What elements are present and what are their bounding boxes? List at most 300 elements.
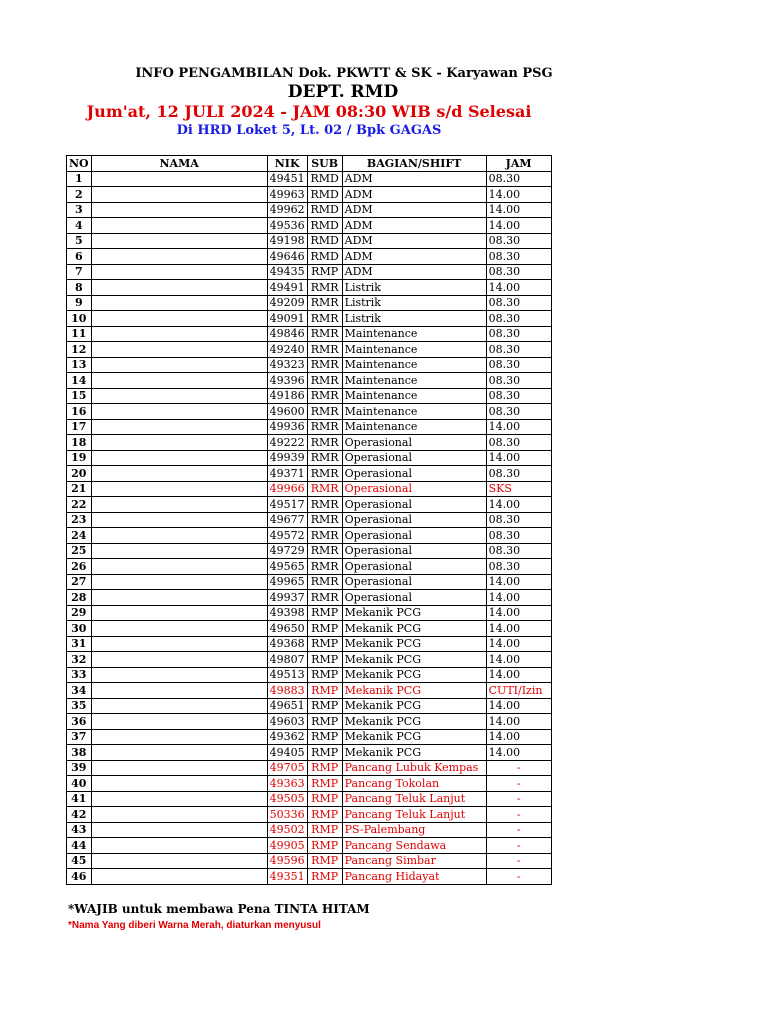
cell-nama xyxy=(91,233,267,249)
cell-nama xyxy=(91,404,267,420)
cell-bagian: ADM xyxy=(342,218,486,234)
cell-nama xyxy=(91,791,267,807)
table-row xyxy=(67,202,552,218)
cell-nik: 49966 xyxy=(267,481,307,497)
cell-no: 16 xyxy=(67,404,92,420)
cell-nik: 50336 xyxy=(267,807,307,823)
cell-no: 42 xyxy=(67,807,92,823)
cell-bagian: Listrik xyxy=(342,295,486,311)
table-row xyxy=(67,574,552,590)
cell-nik: 49650 xyxy=(267,621,307,637)
cell-nama xyxy=(91,450,267,466)
cell-bagian: Operasional xyxy=(342,435,486,451)
cell-sub: RMD xyxy=(307,218,342,234)
cell-nama xyxy=(91,667,267,683)
cell-jam: 14.00 xyxy=(486,450,551,466)
table-row xyxy=(67,791,552,807)
cell-nik: 49705 xyxy=(267,760,307,776)
cell-nama xyxy=(91,295,267,311)
cell-jam: 08.30 xyxy=(486,249,551,265)
table-row xyxy=(67,683,552,699)
table-row xyxy=(67,218,552,234)
cell-jam: - xyxy=(486,791,551,807)
col-header-nik: NIK xyxy=(267,156,307,172)
cell-bagian: Mekanik PCG xyxy=(342,667,486,683)
cell-no: 34 xyxy=(67,683,92,699)
table-header-row xyxy=(67,156,552,172)
cell-jam: 08.30 xyxy=(486,543,551,559)
cell-nik: 49936 xyxy=(267,419,307,435)
cell-jam: - xyxy=(486,807,551,823)
cell-sub: RMD xyxy=(307,202,342,218)
cell-jam: - xyxy=(486,760,551,776)
cell-nik: 49362 xyxy=(267,729,307,745)
cell-nama xyxy=(91,435,267,451)
cell-bagian: Operasional xyxy=(342,528,486,544)
table-row xyxy=(67,543,552,559)
cell-bagian: Operasional xyxy=(342,497,486,513)
cell-bagian: Pancang Lubuk Kempas xyxy=(342,760,486,776)
cell-sub: RMP xyxy=(307,838,342,854)
cell-jam: 08.30 xyxy=(486,342,551,358)
cell-sub: RMP xyxy=(307,760,342,776)
cell-nama xyxy=(91,202,267,218)
cell-no: 23 xyxy=(67,512,92,528)
cell-nik: 49905 xyxy=(267,838,307,854)
cell-nama xyxy=(91,528,267,544)
cell-bagian: Maintenance xyxy=(342,326,486,342)
cell-jam: 14.00 xyxy=(486,419,551,435)
cell-no: 35 xyxy=(67,698,92,714)
cell-nama xyxy=(91,280,267,296)
cell-sub: RMD xyxy=(307,187,342,203)
cell-bagian: ADM xyxy=(342,187,486,203)
cell-sub: RMD xyxy=(307,249,342,265)
cell-jam: 14.00 xyxy=(486,667,551,683)
cell-jam: 14.00 xyxy=(486,574,551,590)
cell-sub: RMR xyxy=(307,590,342,606)
cell-nik: 49651 xyxy=(267,698,307,714)
cell-no: 20 xyxy=(67,466,92,482)
cell-bagian: Pancang Teluk Lanjut xyxy=(342,807,486,823)
cell-sub: RMP xyxy=(307,621,342,637)
cell-no: 37 xyxy=(67,729,92,745)
cell-bagian: Operasional xyxy=(342,466,486,482)
table-row xyxy=(67,171,552,187)
cell-bagian: Mekanik PCG xyxy=(342,714,486,730)
cell-nama xyxy=(91,559,267,575)
cell-sub: RMR xyxy=(307,497,342,513)
cell-nik: 49603 xyxy=(267,714,307,730)
cell-jam: 14.00 xyxy=(486,218,551,234)
cell-nik: 49646 xyxy=(267,249,307,265)
cell-nik: 49517 xyxy=(267,497,307,513)
table-row xyxy=(67,714,552,730)
table-row xyxy=(67,621,552,637)
cell-sub: RMR xyxy=(307,574,342,590)
cell-nama xyxy=(91,683,267,699)
cell-bagian: Pancang Teluk Lanjut xyxy=(342,791,486,807)
cell-nik: 49323 xyxy=(267,357,307,373)
cell-sub: RMR xyxy=(307,280,342,296)
cell-nik: 49883 xyxy=(267,683,307,699)
table-row xyxy=(67,233,552,249)
cell-jam: 08.30 xyxy=(486,171,551,187)
cell-no: 40 xyxy=(67,776,92,792)
cell-nama xyxy=(91,652,267,668)
cell-sub: RMR xyxy=(307,559,342,575)
cell-bagian: Mekanik PCG xyxy=(342,683,486,699)
cell-nama xyxy=(91,729,267,745)
cell-nama xyxy=(91,218,267,234)
cell-bagian: Pancang Simbar xyxy=(342,853,486,869)
cell-sub: RMR xyxy=(307,466,342,482)
cell-nik: 49451 xyxy=(267,171,307,187)
table-row xyxy=(67,295,552,311)
table-row xyxy=(67,822,552,838)
cell-nama xyxy=(91,187,267,203)
cell-jam: - xyxy=(486,776,551,792)
cell-sub: RMR xyxy=(307,450,342,466)
cell-nama xyxy=(91,264,267,280)
table-row xyxy=(67,481,552,497)
cell-sub: RMP xyxy=(307,605,342,621)
cell-bagian: Listrik xyxy=(342,280,486,296)
cell-nama xyxy=(91,357,267,373)
col-header-bagian: BAGIAN/SHIFT xyxy=(342,156,486,172)
note-red-names: *Nama Yang diberi Warna Merah, diaturkan menyusul xyxy=(68,920,321,931)
table-row xyxy=(67,342,552,358)
table-row xyxy=(67,745,552,761)
cell-jam: - xyxy=(486,838,551,854)
cell-sub: RMR xyxy=(307,543,342,559)
cell-nik: 49962 xyxy=(267,202,307,218)
cell-jam: 08.30 xyxy=(486,528,551,544)
cell-nama xyxy=(91,311,267,327)
cell-nama xyxy=(91,419,267,435)
cell-sub: RMD xyxy=(307,171,342,187)
cell-nik: 49572 xyxy=(267,528,307,544)
cell-nik: 49600 xyxy=(267,404,307,420)
cell-bagian: Mekanik PCG xyxy=(342,652,486,668)
table-row xyxy=(67,776,552,792)
cell-nama xyxy=(91,171,267,187)
table-row xyxy=(67,357,552,373)
cell-no: 12 xyxy=(67,342,92,358)
cell-sub: RMR xyxy=(307,435,342,451)
cell-bagian: Pancang Sendawa xyxy=(342,838,486,854)
table-row xyxy=(67,512,552,528)
cell-no: 29 xyxy=(67,605,92,621)
cell-nik: 49398 xyxy=(267,605,307,621)
cell-jam: 08.30 xyxy=(486,264,551,280)
cell-jam: 08.30 xyxy=(486,404,551,420)
cell-nik: 49965 xyxy=(267,574,307,590)
cell-nama xyxy=(91,807,267,823)
cell-jam: - xyxy=(486,822,551,838)
cell-bagian: Operasional xyxy=(342,559,486,575)
cell-nik: 49240 xyxy=(267,342,307,358)
cell-sub: RMR xyxy=(307,404,342,420)
cell-no: 2 xyxy=(67,187,92,203)
table-row xyxy=(67,264,552,280)
cell-sub: RMP xyxy=(307,822,342,838)
cell-jam: CUTI/Izin xyxy=(486,683,551,699)
cell-no: 33 xyxy=(67,667,92,683)
cell-no: 7 xyxy=(67,264,92,280)
cell-jam: 08.30 xyxy=(486,233,551,249)
cell-nama xyxy=(91,621,267,637)
cell-bagian: Operasional xyxy=(342,590,486,606)
cell-nama xyxy=(91,373,267,389)
cell-bagian: Mekanik PCG xyxy=(342,729,486,745)
cell-no: 30 xyxy=(67,621,92,637)
cell-jam: SKS xyxy=(486,481,551,497)
cell-nik: 49371 xyxy=(267,466,307,482)
cell-no: 6 xyxy=(67,249,92,265)
table-row xyxy=(67,729,552,745)
cell-bagian: Operasional xyxy=(342,574,486,590)
cell-nik: 49363 xyxy=(267,776,307,792)
cell-sub: RMP xyxy=(307,869,342,885)
cell-sub: RMP xyxy=(307,791,342,807)
cell-nik: 49502 xyxy=(267,822,307,838)
cell-sub: RMP xyxy=(307,698,342,714)
table-row xyxy=(67,636,552,652)
cell-no: 9 xyxy=(67,295,92,311)
cell-no: 8 xyxy=(67,280,92,296)
cell-bagian: Operasional xyxy=(342,512,486,528)
cell-jam: - xyxy=(486,869,551,885)
table-row xyxy=(67,590,552,606)
cell-no: 25 xyxy=(67,543,92,559)
cell-no: 21 xyxy=(67,481,92,497)
cell-bagian: ADM xyxy=(342,202,486,218)
cell-nik: 49435 xyxy=(267,264,307,280)
cell-nama xyxy=(91,249,267,265)
table-row xyxy=(67,249,552,265)
table-row xyxy=(67,667,552,683)
cell-nik: 49807 xyxy=(267,652,307,668)
cell-nama xyxy=(91,853,267,869)
cell-sub: RMP xyxy=(307,776,342,792)
cell-jam: 14.00 xyxy=(486,605,551,621)
cell-jam: 14.00 xyxy=(486,745,551,761)
cell-no: 31 xyxy=(67,636,92,652)
cell-nama xyxy=(91,590,267,606)
cell-bagian: Mekanik PCG xyxy=(342,605,486,621)
cell-nama xyxy=(91,342,267,358)
cell-nama xyxy=(91,466,267,482)
cell-sub: RMP xyxy=(307,729,342,745)
cell-sub: RMP xyxy=(307,667,342,683)
note-black-pen: *WAJIB untuk membawa Pena TINTA HITAM xyxy=(68,902,370,916)
cell-no: 46 xyxy=(67,869,92,885)
cell-sub: RMR xyxy=(307,512,342,528)
cell-nik: 49396 xyxy=(267,373,307,389)
cell-jam: 08.30 xyxy=(486,435,551,451)
cell-jam: 14.00 xyxy=(486,698,551,714)
cell-no: 32 xyxy=(67,652,92,668)
cell-no: 41 xyxy=(67,791,92,807)
table-row xyxy=(67,419,552,435)
cell-nama xyxy=(91,512,267,528)
table-row xyxy=(67,605,552,621)
cell-sub: RMP xyxy=(307,853,342,869)
cell-nik: 49491 xyxy=(267,280,307,296)
table-row xyxy=(67,698,552,714)
cell-nama xyxy=(91,388,267,404)
cell-nik: 49565 xyxy=(267,559,307,575)
cell-sub: RMR xyxy=(307,388,342,404)
cell-nama xyxy=(91,574,267,590)
cell-bagian: ADM xyxy=(342,233,486,249)
cell-no: 18 xyxy=(67,435,92,451)
cell-no: 14 xyxy=(67,373,92,389)
cell-jam: 08.30 xyxy=(486,512,551,528)
cell-no: 43 xyxy=(67,822,92,838)
cell-sub: RMR xyxy=(307,419,342,435)
cell-no: 26 xyxy=(67,559,92,575)
cell-jam: 08.30 xyxy=(486,559,551,575)
location-info: Di HRD Loket 5, Lt. 02 / Bpk GAGAS xyxy=(176,123,442,138)
table-row xyxy=(67,838,552,854)
table-row xyxy=(67,435,552,451)
table-row xyxy=(67,404,552,420)
cell-no: 11 xyxy=(67,326,92,342)
cell-jam: 14.00 xyxy=(486,729,551,745)
cell-nik: 49351 xyxy=(267,869,307,885)
cell-no: 22 xyxy=(67,497,92,513)
cell-no: 44 xyxy=(67,838,92,854)
cell-nik: 49198 xyxy=(267,233,307,249)
cell-no: 28 xyxy=(67,590,92,606)
col-header-jam: JAM xyxy=(486,156,551,172)
cell-nama xyxy=(91,497,267,513)
table-row xyxy=(67,853,552,869)
cell-nama xyxy=(91,543,267,559)
cell-no: 13 xyxy=(67,357,92,373)
employee-table xyxy=(66,155,552,885)
cell-nama xyxy=(91,776,267,792)
cell-nik: 49937 xyxy=(267,590,307,606)
cell-nik: 49963 xyxy=(267,187,307,203)
table-row xyxy=(67,373,552,389)
cell-no: 15 xyxy=(67,388,92,404)
col-header-nama: NAMA xyxy=(91,156,267,172)
cell-nama xyxy=(91,698,267,714)
cell-bagian: Maintenance xyxy=(342,404,486,420)
cell-bagian: Operasional xyxy=(342,450,486,466)
cell-no: 39 xyxy=(67,760,92,776)
cell-sub: RMR xyxy=(307,311,342,327)
cell-nama xyxy=(91,326,267,342)
cell-jam: 14.00 xyxy=(486,714,551,730)
cell-jam: 14.00 xyxy=(486,497,551,513)
cell-sub: RMP xyxy=(307,264,342,280)
cell-bagian: Maintenance xyxy=(342,342,486,358)
cell-nik: 49536 xyxy=(267,218,307,234)
cell-jam: 14.00 xyxy=(486,652,551,668)
cell-no: 24 xyxy=(67,528,92,544)
cell-no: 27 xyxy=(67,574,92,590)
cell-nik: 49939 xyxy=(267,450,307,466)
cell-nik: 49677 xyxy=(267,512,307,528)
cell-nama xyxy=(91,636,267,652)
cell-bagian: ADM xyxy=(342,249,486,265)
cell-nik: 49186 xyxy=(267,388,307,404)
col-header-no: NO xyxy=(67,156,92,172)
cell-bagian: ADM xyxy=(342,171,486,187)
cell-jam: 08.30 xyxy=(486,357,551,373)
cell-no: 17 xyxy=(67,419,92,435)
info-title: INFO PENGAMBILAN Dok. PKWTT & SK - Karyawan PSG xyxy=(135,66,553,81)
cell-sub: RMP xyxy=(307,807,342,823)
schedule-date: Jum'at, 12 JULI 2024 - JAM 08:30 WIB s/d Selesai xyxy=(86,102,532,121)
cell-bagian: Pancang Tokolan xyxy=(342,776,486,792)
table-row xyxy=(67,760,552,776)
cell-sub: RMR xyxy=(307,528,342,544)
table-row xyxy=(67,497,552,513)
cell-bagian: Maintenance xyxy=(342,419,486,435)
cell-jam: 14.00 xyxy=(486,590,551,606)
cell-sub: RMR xyxy=(307,357,342,373)
cell-sub: RMP xyxy=(307,683,342,699)
cell-sub: RMP xyxy=(307,652,342,668)
cell-nik: 49596 xyxy=(267,853,307,869)
table-row xyxy=(67,187,552,203)
cell-no: 36 xyxy=(67,714,92,730)
cell-no: 38 xyxy=(67,745,92,761)
cell-nik: 49846 xyxy=(267,326,307,342)
cell-nik: 49405 xyxy=(267,745,307,761)
cell-sub: RMP xyxy=(307,714,342,730)
cell-bagian: Listrik xyxy=(342,311,486,327)
cell-sub: RMR xyxy=(307,326,342,342)
cell-sub: RMR xyxy=(307,295,342,311)
cell-nik: 49729 xyxy=(267,543,307,559)
cell-nama xyxy=(91,481,267,497)
cell-bagian: PS-Palembang xyxy=(342,822,486,838)
cell-jam: 14.00 xyxy=(486,621,551,637)
table-row xyxy=(67,466,552,482)
cell-sub: RMP xyxy=(307,745,342,761)
table-row xyxy=(67,528,552,544)
cell-jam: 14.00 xyxy=(486,280,551,296)
cell-jam: 08.30 xyxy=(486,466,551,482)
table-row xyxy=(67,559,552,575)
cell-bagian: Maintenance xyxy=(342,373,486,389)
cell-jam: 14.00 xyxy=(486,187,551,203)
cell-jam: 08.30 xyxy=(486,295,551,311)
cell-sub: RMR xyxy=(307,342,342,358)
cell-bagian: Mekanik PCG xyxy=(342,698,486,714)
cell-no: 10 xyxy=(67,311,92,327)
table-row xyxy=(67,280,552,296)
cell-nik: 49505 xyxy=(267,791,307,807)
dept-title: DEPT. RMD xyxy=(287,82,399,102)
cell-bagian: Mekanik PCG xyxy=(342,745,486,761)
cell-nik: 49222 xyxy=(267,435,307,451)
table-row xyxy=(67,326,552,342)
cell-bagian: Operasional xyxy=(342,481,486,497)
cell-jam: 14.00 xyxy=(486,636,551,652)
col-header-sub: SUB xyxy=(307,156,342,172)
cell-jam: 14.00 xyxy=(486,202,551,218)
cell-nama xyxy=(91,605,267,621)
cell-sub: RMR xyxy=(307,373,342,389)
cell-jam: 08.30 xyxy=(486,388,551,404)
